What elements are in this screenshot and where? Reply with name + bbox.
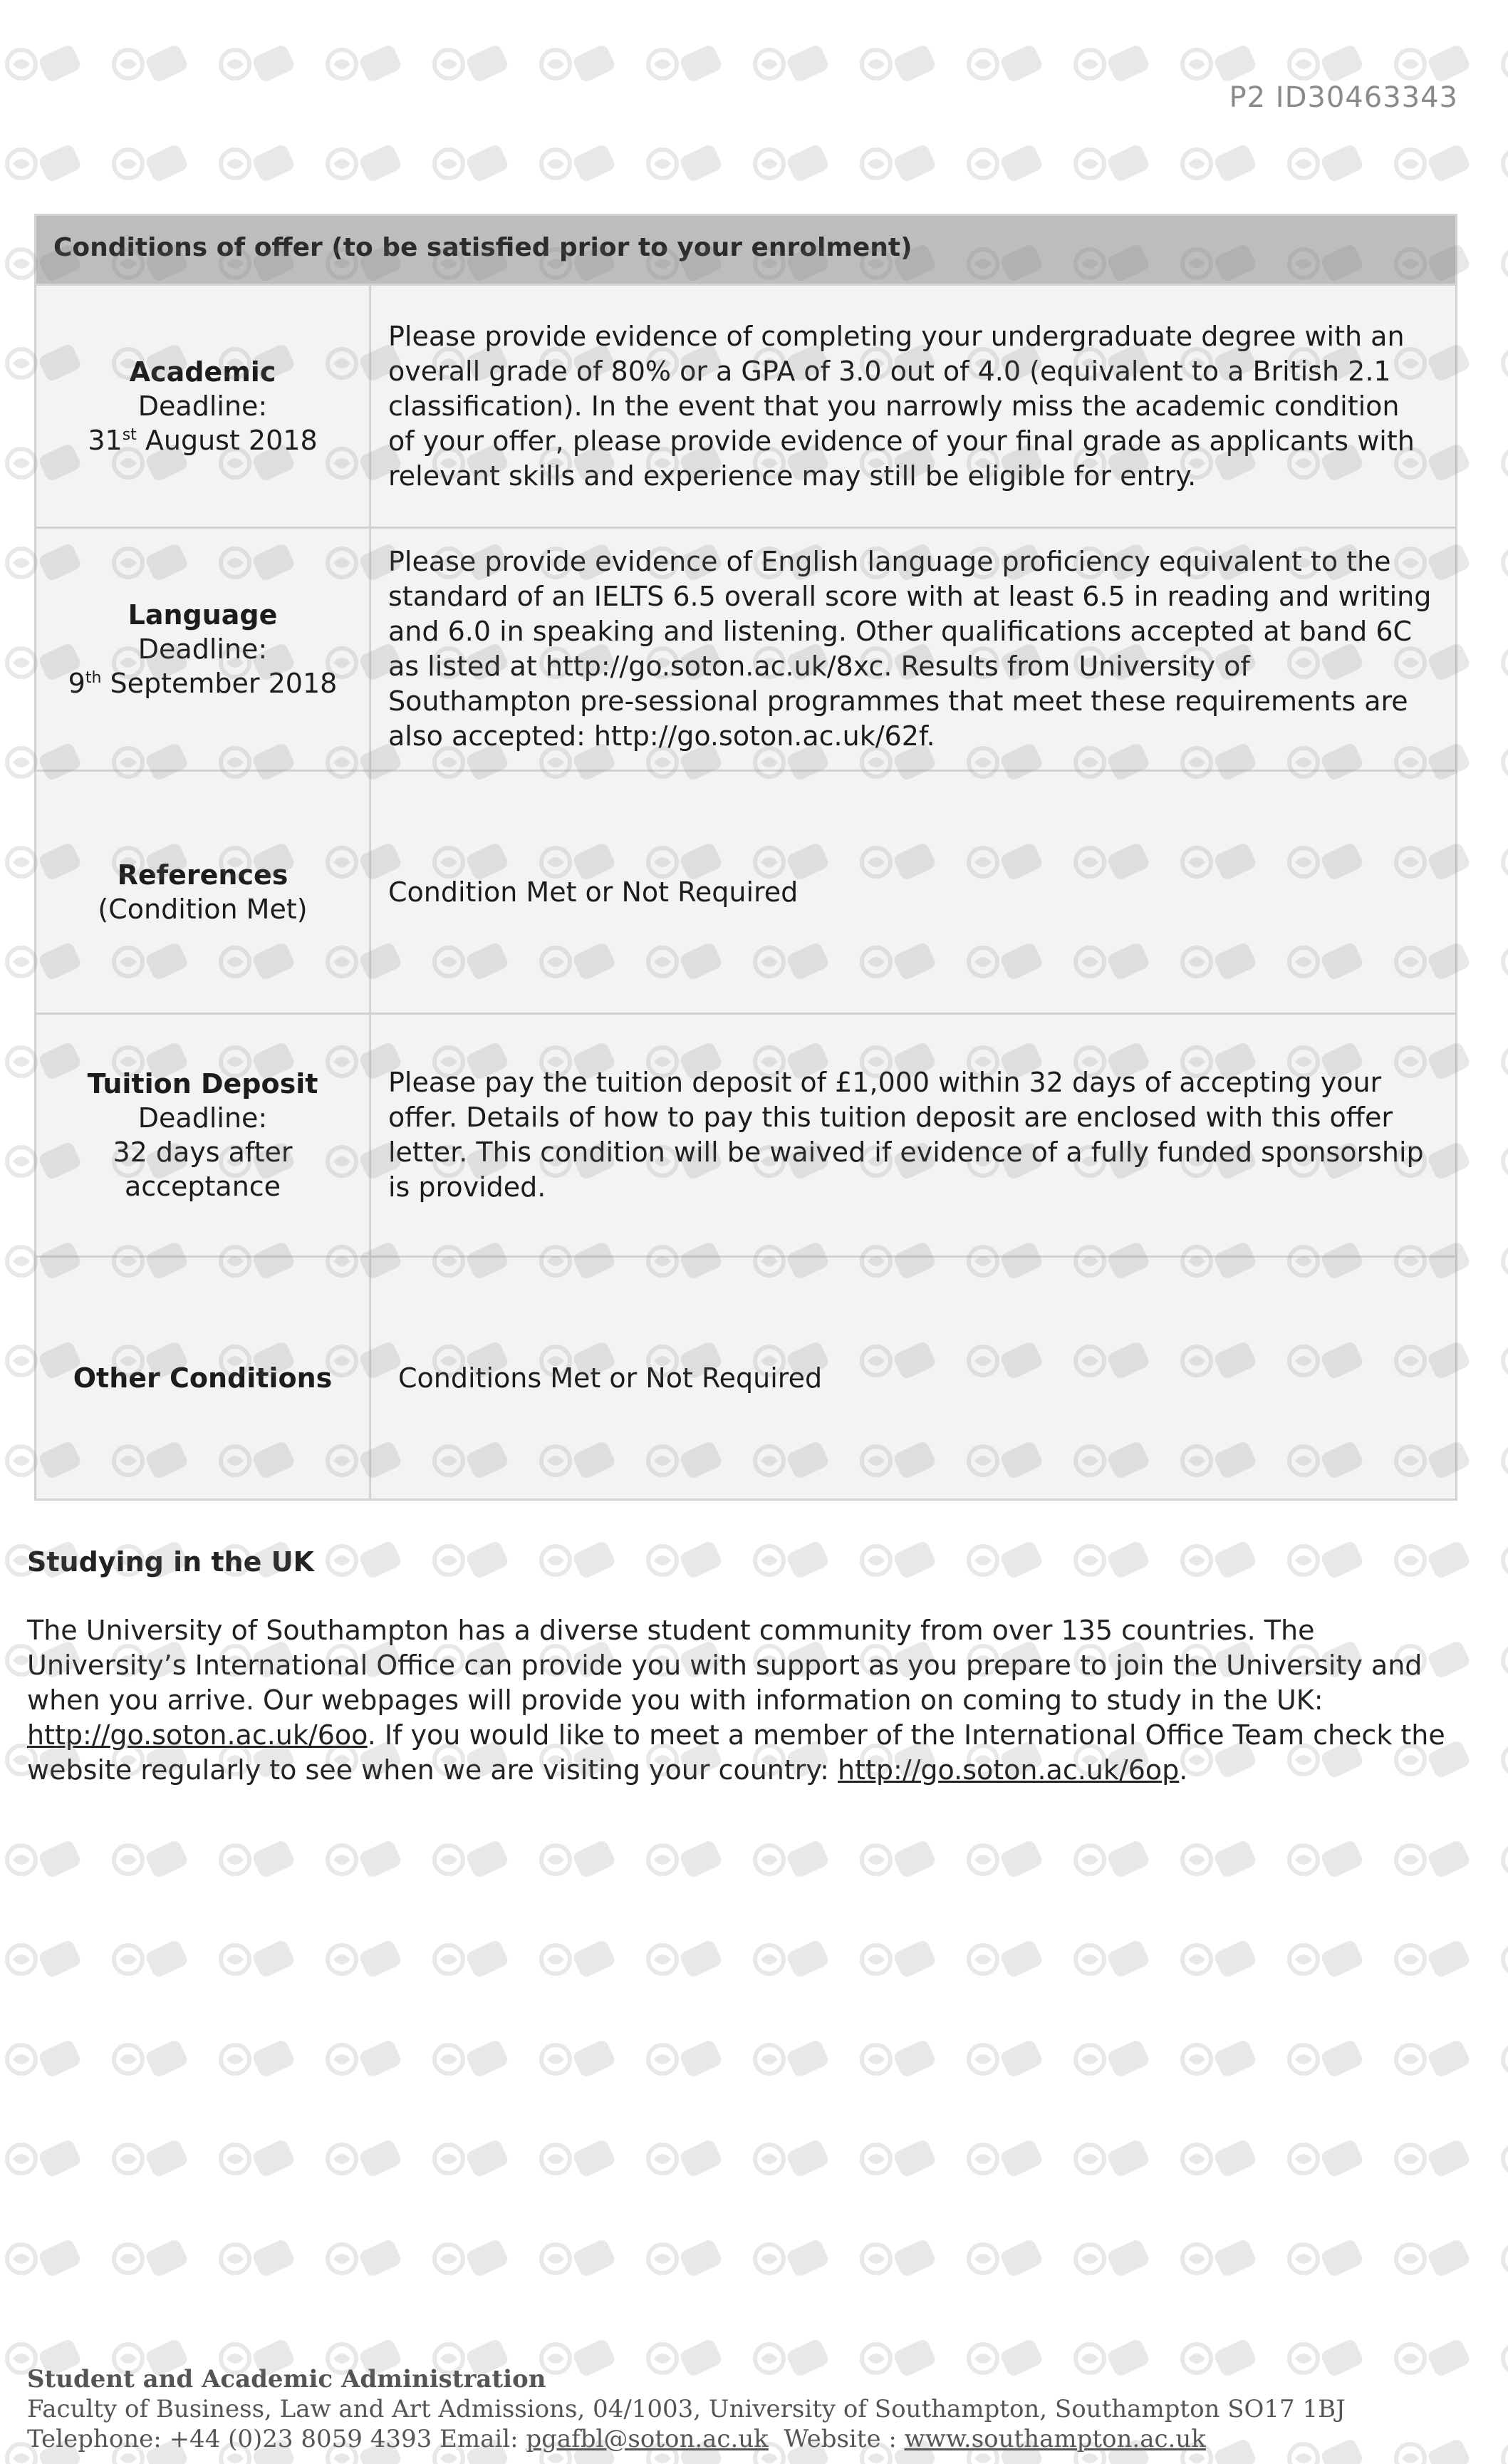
footer-address: Faculty of Business, Law and Art Admissions, 04/1003, University of Southampton, Southampton SO17 1BJ (27, 2395, 1346, 2423)
condition-label (36, 529, 371, 770)
condition-text: Please provide evidence of completing your undergraduate degree with an overall grade of 80% or a GPA of 3.0 out of 4.0 (equivalent to a British 2.1 classification). In the event that you narrowly miss the academic condition of your offer, please provide evidence of your final grade as applicants with relevant skills and experience may still be eligible for entry. (388, 320, 1415, 492)
condition-label (36, 286, 371, 527)
footer-contact: Telephone: +44 (0)23 8059 4393 Email: pgafbl@soton.ac.uk Website : www.southampton.ac.uk (27, 2425, 1206, 2453)
international-office-link[interactable]: http://go.soton.ac.uk/6oo (27, 1719, 368, 1751)
condition-title: Tuition Deposit (87, 1068, 318, 1099)
condition-label (36, 1258, 371, 1498)
visits-link[interactable]: http://go.soton.ac.uk/6op (838, 1754, 1180, 1786)
conditions-heading: Conditions of offer (to be satisfied prior to your enrolment) (36, 216, 1455, 284)
deadline-label: Deadline: (137, 390, 268, 422)
condition-title: Language (128, 599, 278, 631)
studying-body: The University of Southampton has a diverse student community from over 135 countries. The University’s International Office can provide you with support as you prepare to join the University and when you arrive. Our webpages will provide you with information on coming to study in the UK: http://go.soton.ac.uk/6oo. If you would like to meet a member of the International Office Team check the website regularly to see when we are visiting your country: http://go.soton.ac.uk/6op. (27, 1615, 1445, 1786)
condition-text: Please provide evidence of English language proficiency equivalent to the standard of an IELTS 6.5 overall score with at least 6.5 in reading and writing and 6.0 in speaking and listening. Other qualifications accepted at band 6C as listed at http://go.soton.ac.uk/8xc. Results from University of Southampton pre-sessional programmes that meet these requirements are also accepted: http://go.soton.ac.uk/62f. (388, 546, 1432, 752)
condition-row-language (36, 527, 1455, 770)
condition-title: Academic (129, 356, 276, 388)
deadline-label: Deadline: (137, 633, 268, 665)
condition-text: Please pay the tuition deposit of £1,000 within 32 days of accepting your offer. Details of how to pay this tuition deposit are enclosed with this offer letter. This condition will be waived if evidence of a fully funded sponsorship is provided. (388, 1067, 1424, 1203)
deadline-date-cont: acceptance (124, 1171, 281, 1202)
condition-label (36, 772, 371, 1013)
condition-status: (Condition Met) (98, 894, 308, 925)
deadline-label: Deadline: (137, 1102, 268, 1134)
deadline-date: 31st August 2018 (88, 425, 318, 456)
condition-row-tuition-deposit (36, 1013, 1455, 1256)
condition-title: References (117, 859, 288, 891)
condition-row-references (36, 770, 1455, 1013)
condition-text: Conditions Met or Not Required (398, 1362, 823, 1394)
studying-heading: Studying in the UK (27, 1546, 314, 1578)
condition-text: Condition Met or Not Required (388, 876, 799, 908)
conditions-table (34, 214, 1457, 1501)
page-id: P2 ID30463343 (1229, 81, 1458, 114)
website-link[interactable]: www.southampton.ac.uk (904, 2425, 1206, 2453)
footer (27, 2364, 1480, 2454)
condition-title: Other Conditions (73, 1362, 333, 1394)
condition-row-other (36, 1256, 1455, 1498)
footer-title: Student and Academic Administration (27, 2365, 546, 2393)
condition-label (36, 1015, 371, 1256)
condition-row-academic (36, 284, 1455, 527)
email-link[interactable]: pgafbl@soton.ac.uk (526, 2425, 769, 2453)
deadline-date: 32 days after (113, 1137, 293, 1168)
deadline-date: 9th September 2018 (68, 668, 338, 699)
